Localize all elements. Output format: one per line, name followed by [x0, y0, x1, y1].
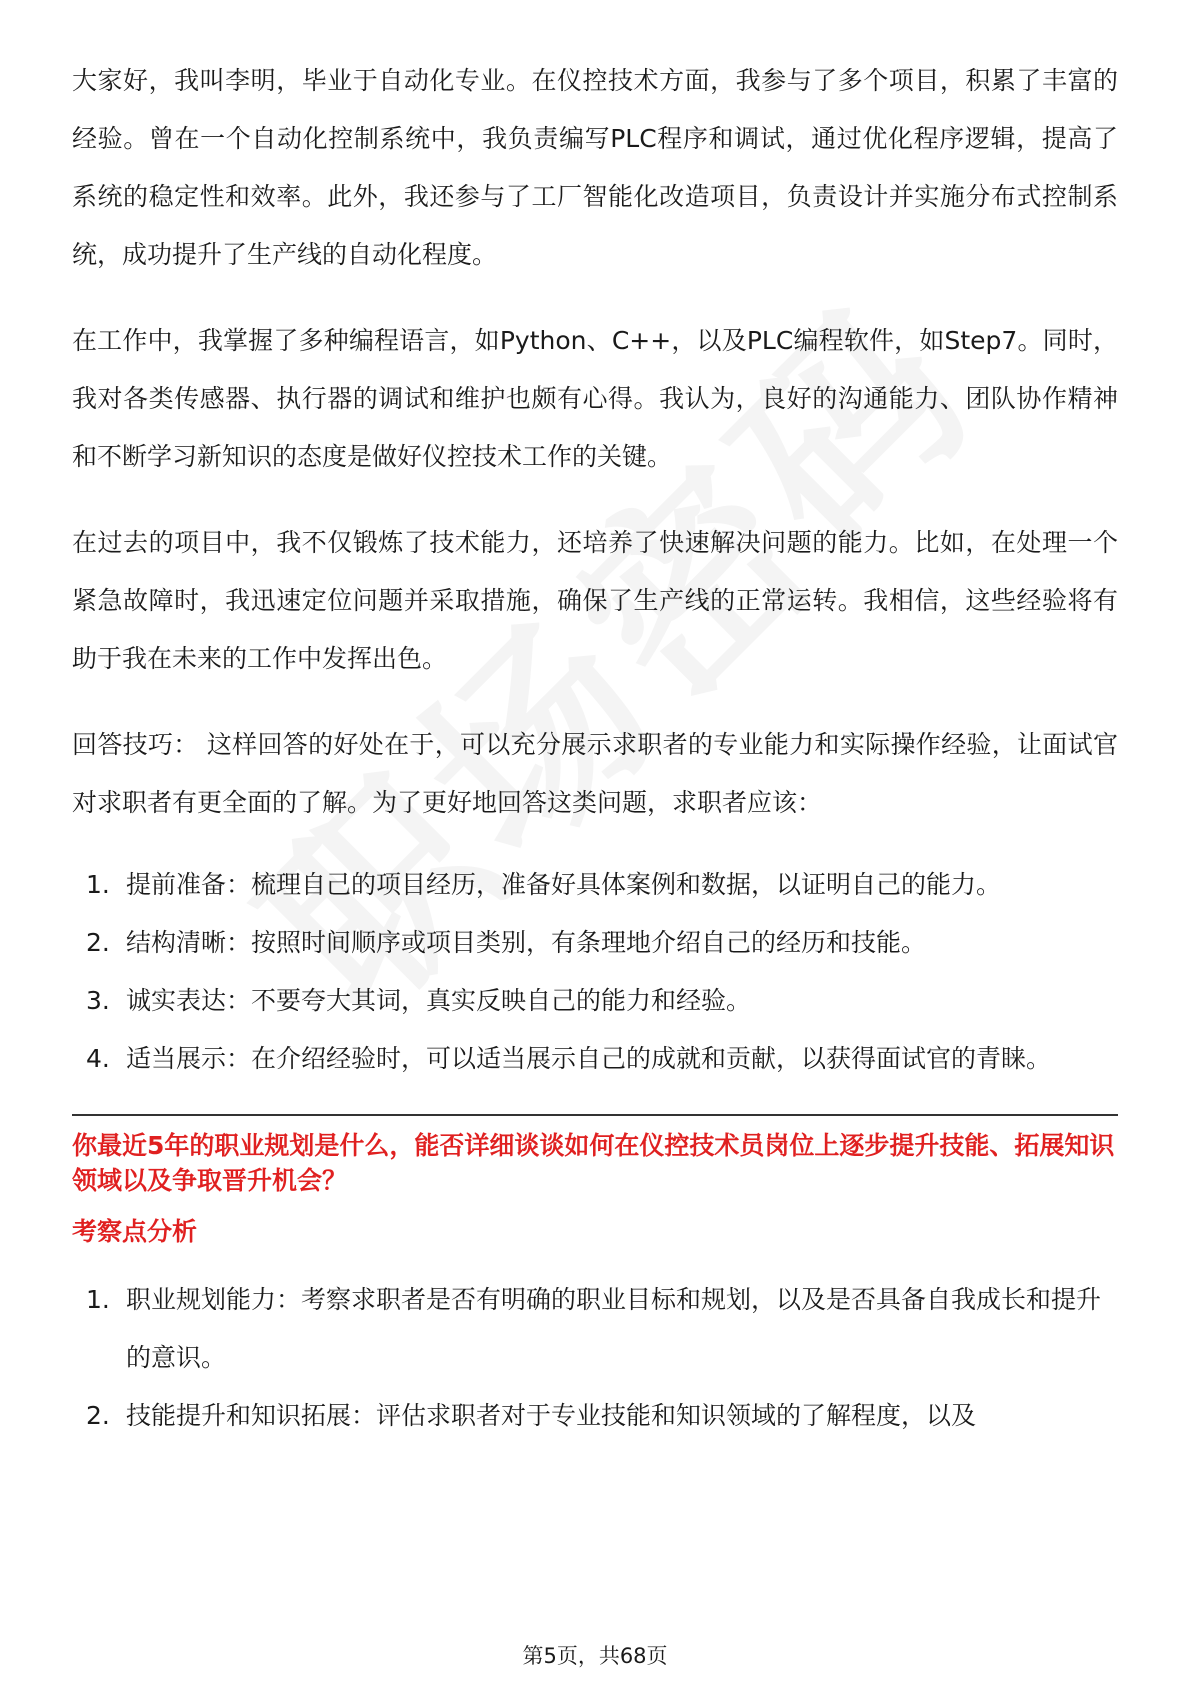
- answer-tip: 回答技巧： 这样回答的好处在于，可以充分展示求职者的专业能力和实际操作经验，让面试官对求职者有更全面的了解。为了更好地回答这类问题，求职者应该：: [72, 730, 1118, 817]
- list-item: [72, 1271, 1118, 1387]
- page-number: 第5页，共68页: [522, 1644, 668, 1668]
- list-item: [72, 972, 1118, 1030]
- answer-paragraph-2: 在工作中，我掌握了多种编程语言，如Python、C++，以及PLC编程软件，如Step7。同时，我对各类传感器、执行器的调试和维护也颇有心得。我认为，良好的沟通能力、团队协作精神和不断学习新知识的态度是做好仪控技术工作的关键。: [72, 326, 1118, 471]
- list-item-number: 3.: [86, 986, 110, 1015]
- answer-paragraph-1: 大家好，我叫李明，毕业于自动化专业。在仪控技术方面，我参与了多个项目，积累了丰富的经验。曾在一个自动化控制系统中，我负责编写PLC程序和调试，通过优化程序逻辑，提高了系统的稳定性和效率。此外，我还参与了工厂智能化改造项目，负责设计并实施分布式控制系统，成功提升了生产线的自动化程度。: [72, 66, 1118, 269]
- list-item: [72, 1030, 1118, 1088]
- list-item-number: 2.: [86, 928, 110, 957]
- list-item-number: 2.: [86, 1401, 110, 1430]
- list-item-text: 结构清晰：按照时间顺序或项目类别，有条理地介绍自己的经历和技能。: [126, 928, 927, 957]
- list-item-text: 诚实表达：不要夸大其词，真实反映自己的能力和经验。: [126, 986, 752, 1015]
- answer-paragraph-3: 在过去的项目中，我不仅锻炼了技术能力，还培养了快速解决问题的能力。比如，在处理一个紧急故障时，我迅速定位问题并采取措施，确保了生产线的正常运转。我相信，这些经验将有助于我在未来的工作中发挥出色。: [72, 528, 1118, 673]
- list-item: [72, 914, 1118, 972]
- document-body: [72, 52, 1118, 1445]
- list-item-text: 适当展示：在介绍经验时，可以适当展示自己的成就和贡献，以获得面试官的青睐。: [126, 1044, 1052, 1073]
- tips-list: [72, 856, 1118, 1088]
- analysis-title: 考察点分析: [72, 1217, 198, 1246]
- list-item-text: 职业规划能力：考察求职者是否有明确的职业目标和规划，以及是否具备自我成长和提升的意识。: [126, 1285, 1102, 1372]
- list-item-number: 1.: [86, 1285, 110, 1314]
- list-item-number: 4.: [86, 1044, 110, 1073]
- list-item-number: 1.: [86, 870, 110, 899]
- list-item-text: 提前准备：梳理自己的项目经历，准备好具体案例和数据，以证明自己的能力。: [126, 870, 1002, 899]
- list-item-text: 技能提升和知识拓展：评估求职者对于专业技能和知识领域的了解程度，以及: [126, 1401, 977, 1430]
- analysis-list: [72, 1271, 1118, 1445]
- section-divider: [72, 1114, 1118, 1116]
- list-item: [72, 1387, 1118, 1445]
- list-item: [72, 856, 1118, 914]
- interview-question: 你最近5年的职业规划是什么，能否详细谈谈如何在仪控技术员岗位上逐步提升技能、拓展知识领域以及争取晋升机会？: [72, 1131, 1115, 1195]
